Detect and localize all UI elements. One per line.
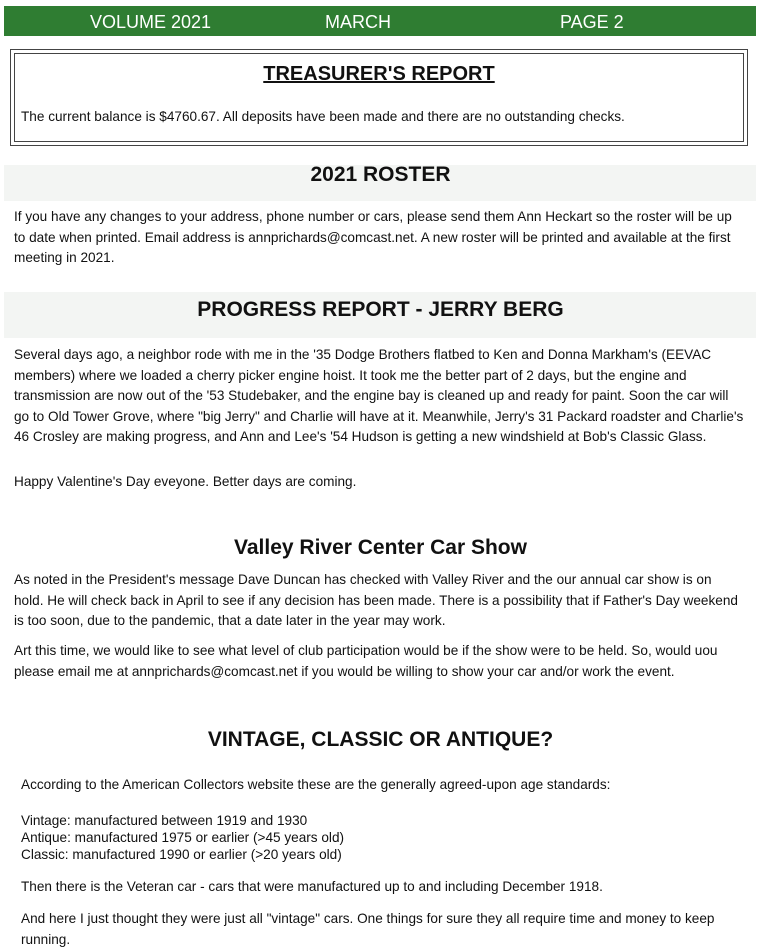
- car-show-title: Valley River Center Car Show: [234, 536, 527, 559]
- progress-report-title: PROGRESS REPORT - JERRY BERG: [197, 298, 564, 321]
- vintage-title: VINTAGE, CLASSIC OR ANTIQUE?: [207, 728, 554, 751]
- month-label: MARCH: [325, 12, 391, 32]
- car-show-text-1: As noted in the President's message Dave Duncan has checked with Valley River and the our annual car show is on hold. He will check back in April to see if any decision has been made. There is a possibility that if Father's Day weekend is too soon, due to the pandemic, that a date later in the year may work.: [14, 572, 738, 628]
- veteran-text: Then there is the Veteran car - cars that were manufactured up to and including December 1918.: [21, 879, 603, 894]
- vintage-intro: According to the American Collectors website these are the generally agreed-upon age standards:: [21, 777, 611, 792]
- vintage-line: Vintage: manufactured between 1919 and 1930: [21, 813, 308, 828]
- antique-line: Antique: manufactured 1975 or earlier (>45 years old): [21, 830, 345, 845]
- roster-text: If you have any changes to your address, phone number or cars, please send them Ann Heckart so the roster will be up to date when printed. Email address is annprichards@comcast.net. A new roster will be printed and available at the first meeting in 2021.: [14, 209, 732, 265]
- car-show-text-2: Art this time, we would like to see what level of club participation would be if the show were to be held. So, would uou please email me at annprichards@comcast.net if you would be willing to show your car and/or work the event.: [14, 643, 718, 679]
- progress-report-text: Several days ago, a neighbor rode with me in the '35 Dodge Brothers flatbed to Ken and Donna Markham's (EEVAC members) where we loaded a cherry picker engine hoist. It took me the better part of 2 days, but the engine and transmission are now out of the '53 Studebaker, and the engine bay is cleaned up and ready for paint. Soon the car will go to Old Tower Grove, where "big Jerry" and Charlie will have at it. Meanwhile, Jerry's 31 Packard roadster and Charlie's 46 Crosley are making progress, and Ann and Lee's '54 Hudson is getting a new windshield at Bob's Classic Glass.: [14, 347, 744, 444]
- treasurer-report-title: TREASURER'S REPORT: [263, 63, 495, 85]
- page-label: PAGE 2: [560, 12, 624, 32]
- treasurer-report-text: The current balance is $4760.67. All deposits have been made and there are no outstanding checks.: [21, 109, 625, 124]
- volume-label: VOLUME 2021: [90, 12, 212, 32]
- treasurer-report-box: [10, 49, 748, 146]
- classic-line: Classic: manufactured 1990 or earlier (>20 years old): [21, 847, 342, 862]
- roster-title: 2021 ROSTER: [310, 163, 451, 186]
- progress-report-closing: Happy Valentine's Day eveyone. Better days are coming.: [14, 474, 357, 489]
- page-header: [4, 6, 756, 36]
- vintage-closing: And here I just thought they were just all "vintage" cars. One things for sure they all require time and money to keep running.: [21, 911, 715, 947]
